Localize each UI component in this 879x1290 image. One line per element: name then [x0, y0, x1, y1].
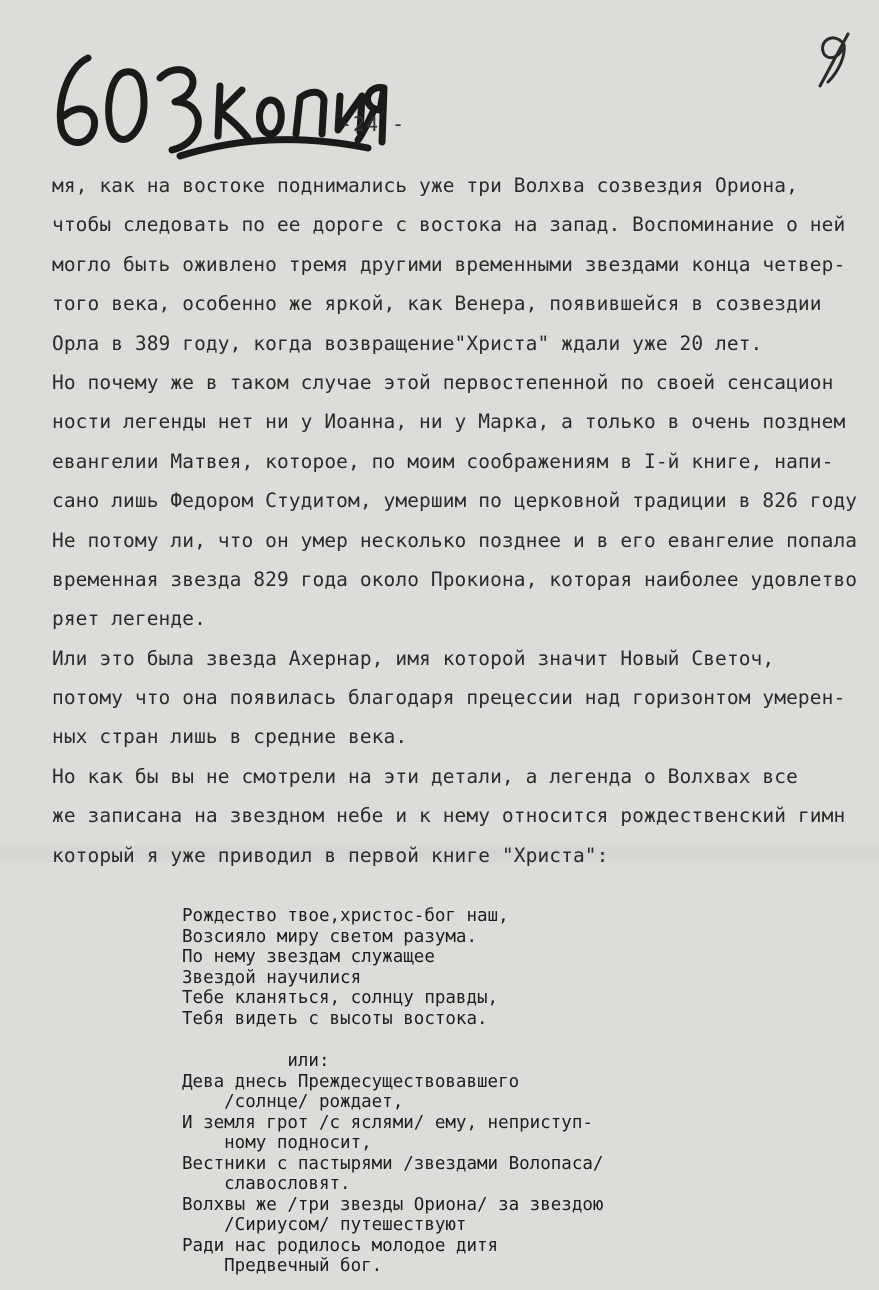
text-line: евангелии Матвея, которое, по моим соображениям в I-й книге, напи-	[52, 449, 834, 473]
poem-line: славословят.	[182, 1174, 351, 1194]
text-line: Но как бы вы не смотрели на эти детали, а легенда о Волхвах все	[52, 764, 798, 788]
text-line: могло быть оживлено тремя другими временными звездами конца четвер-	[52, 252, 846, 276]
poem-line: И земля грот /с яслями/ ему, неприступ-	[182, 1112, 593, 1133]
page-number: -24 -	[340, 112, 406, 136]
poem-line: Тебе кланяться, солнцу правды,	[182, 988, 499, 1008]
text-line: Но почему же в таком случае этой первостепенной по своей сенсацион	[52, 370, 834, 394]
poem-line: Тебя видеть с высоты востока.	[182, 1008, 488, 1029]
poem-line: Звездой научилися	[182, 967, 362, 988]
poem-line: ному подносит,	[182, 1133, 372, 1153]
text-line: того века, особенно же яркой, как Венера, появившейся в созвездии	[52, 292, 822, 316]
poem-line: Возсияло миру светом разума.	[182, 926, 478, 947]
text-line: потому что она появилась благодаря прецессии над горизонтом умерен-	[52, 686, 846, 710]
poem-line: Ради нас родилось молодое дитя	[182, 1235, 499, 1256]
text-line: чтобы следовать по ее дороге с востока на запад. Воспоминание о ней	[52, 213, 846, 237]
handwritten-note	[48, 38, 388, 168]
text-line: Или это была звезда Ахернар, имя которой значит Новый Светоч,	[52, 646, 775, 670]
text-line: который я уже приводил в первой книге "Христа":	[52, 843, 609, 867]
text-line: сано лишь Федором Студитом, умершим по церковной традиции в 826 году	[52, 489, 858, 513]
poem-line: Рождество твое,христос-бог наш,	[182, 906, 509, 926]
hymn-quotation	[182, 906, 782, 1277]
stanza-gap	[182, 1029, 782, 1051]
text-line: временная звезда 829 года около Прокиона, которая наиболее удовлетво	[52, 567, 858, 591]
folio-number	[808, 28, 858, 88]
poem-line: Вестники с пастырями /звездами Волопаса/	[182, 1153, 604, 1174]
main-paragraphs	[52, 166, 872, 875]
poem-line: или:	[182, 1051, 330, 1071]
text-line: ряет легенде.	[52, 607, 206, 631]
text-line: Орла в 389 году, когда возвращение"Христа" ждали уже 20 лет.	[52, 331, 763, 355]
poem-line: /солнце/ рождает,	[182, 1092, 404, 1112]
text-line: мя, как на востоке поднимались уже три Волхва созвездия Ориона,	[52, 174, 798, 197]
poem-line: Дева днесь Преждесуществовавшего	[182, 1071, 520, 1092]
text-line: ности легенды нет ни у Иоанна, ни у Марка, а только в очень позднем	[52, 410, 846, 434]
text-line: же записана на звездном небе и к нему относится рождественский гимн	[52, 804, 846, 828]
poem-line: Волхвы же /три звезды Ориона/ за звездою	[182, 1194, 604, 1215]
text-line: ных стран лишь в средние века.	[52, 725, 408, 749]
poem-line: /Сириусом/ путешествуют	[182, 1215, 467, 1235]
poem-line: Предвечный бог.	[182, 1256, 383, 1276]
poem-line: По нему звездам служащее	[182, 947, 435, 967]
text-line: Не потому ли, что он умер несколько позднее и в его евангелие попала	[52, 528, 858, 552]
